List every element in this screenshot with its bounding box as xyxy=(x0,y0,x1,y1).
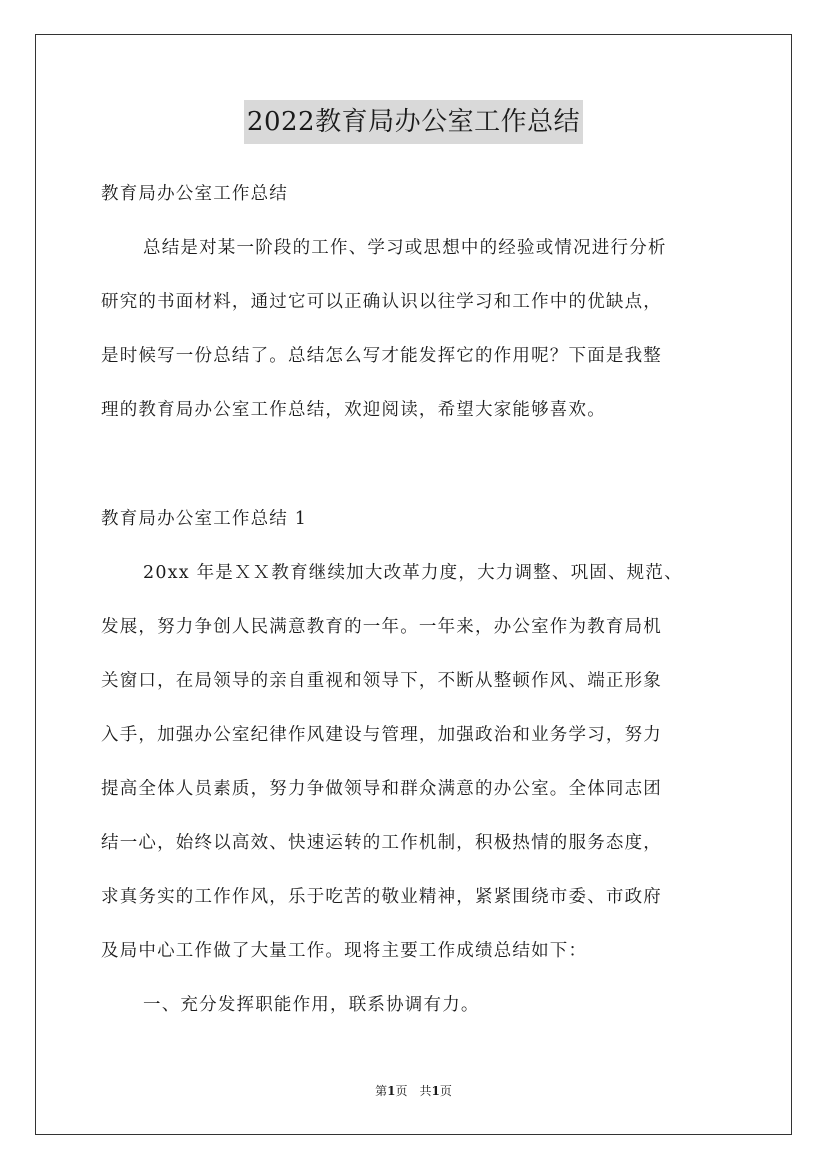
body-line: 20xx 年是ＸＸ教育继续加大改革力度，大力调整、巩固、规范、 xyxy=(143,563,683,583)
page-total: 1 xyxy=(431,1084,440,1098)
intro-line: 总结是对某一阶段的工作、学习或思想中的经验或情况进行分析 xyxy=(143,238,667,258)
intro-line: 是时候写一份总结了。总结怎么写才能发挥它的作用呢？下面是我整 xyxy=(101,346,662,366)
document-subtitle: 教育局办公室工作总结 xyxy=(101,184,288,204)
body-line: 求真务实的工作作风，乐于吃苦的敬业精神，紧紧围绕市委、市政府 xyxy=(101,887,662,907)
page-footer xyxy=(0,1082,827,1100)
body-line: 及局中心工作做了大量工作。现将主要工作成绩总结如下： xyxy=(101,941,588,961)
body-line: 发展，努力争创人民满意教育的一年。一年来，办公室作为教育局机 xyxy=(101,617,662,637)
point-one-heading: 一、充分发挥职能作用，联系协调有力。 xyxy=(143,995,480,1015)
body-line: 关窗口，在局领导的亲自重视和领导下，不断从整顿作风、端正形象 xyxy=(101,671,662,691)
intro-line: 研究的书面材料，通过它可以正确认识以往学习和工作中的优缺点， xyxy=(101,292,662,312)
section-heading: 教育局办公室工作总结 1 xyxy=(101,509,308,529)
page-mid: 页 共 xyxy=(395,1084,432,1098)
title-container xyxy=(0,100,827,144)
document-title: 2022教育局办公室工作总结 xyxy=(244,100,583,144)
body-line: 入手，加强办公室纪律作风建设与管理，加强政治和业务学习，努力 xyxy=(101,725,662,745)
page-number: 1 xyxy=(387,1084,396,1098)
body-line: 结一心，始终以高效、快速运转的工作机制，积极热情的服务态度， xyxy=(101,833,662,853)
intro-line: 理的教育局办公室工作总结，欢迎阅读，希望大家能够喜欢。 xyxy=(101,400,606,420)
body-line: 提高全体人员素质，努力争做领导和群众满意的办公室。全体同志团 xyxy=(101,779,662,799)
page-suffix: 页 xyxy=(439,1084,452,1098)
page-prefix: 第 xyxy=(375,1084,388,1098)
